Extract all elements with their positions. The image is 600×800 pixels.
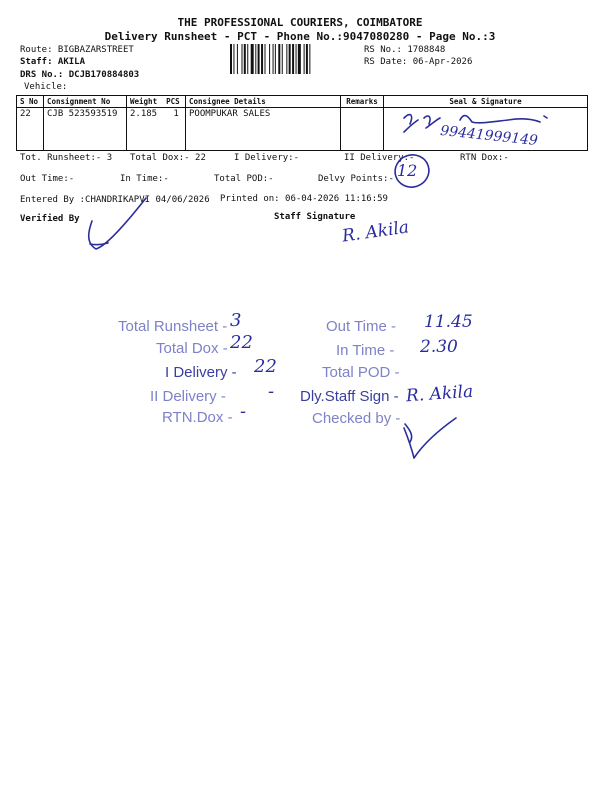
table-header-row [17, 96, 588, 108]
out-time: Out Time:- [20, 174, 75, 184]
in-time: In Time:- [120, 174, 169, 184]
route-label: Route: BIGBAZARSTREET [20, 45, 134, 55]
stamp-total-runsheet: Total Runsheet - [118, 318, 228, 335]
verified-check-underline [90, 243, 108, 245]
staff-signature-label: Staff Signature [274, 212, 356, 222]
total-pod: Total POD:- [214, 174, 274, 184]
runsheet-title: Delivery Runsheet - PCT - Phone No.:9047080280 - Page No.:3 [104, 30, 496, 43]
vehicle-label: Vehicle: [24, 82, 68, 92]
stamp-total-dox: Total Dox - [156, 340, 228, 357]
receiver-phone-handwritten: 99441999149 [439, 122, 539, 150]
col-seal-signature: Seal & Signature [384, 96, 588, 108]
staff-signature-handwritten: R. Akila [340, 217, 411, 247]
cell-weight-pcs: 2.185 1 [127, 108, 186, 151]
col-consignment: Consignment No [44, 96, 127, 108]
hw-dly-staff-sign: R. Akila [405, 381, 474, 407]
hw-total-runsheet: 3 [230, 310, 242, 331]
drs-number: DRS No.: DCJB170884803 [20, 70, 140, 80]
i-delivery: I Delivery:- [234, 153, 300, 163]
cell-consignee: POOMPUKAR SALES [186, 108, 341, 151]
delvy-points: Delvy Points:- [318, 174, 394, 184]
printed-on: Printed on: 06-04-2026 11:16:59 [220, 194, 388, 204]
col-remarks: Remarks [341, 96, 384, 108]
company-name: THE PROFESSIONAL COURIERS, COIMBATORE [177, 16, 423, 29]
hw-rtn-dox: - [240, 401, 247, 422]
total-dox: Total Dox:- 22 [130, 153, 206, 163]
cell-sno: 22 [17, 108, 44, 151]
hw-ii-delivery: - [268, 381, 275, 402]
ii-delivery: II Delivery:- [344, 153, 415, 163]
hw-in-time: 2.30 [420, 337, 458, 357]
col-sno: S No [17, 96, 44, 108]
cell-remarks [341, 108, 384, 151]
stamp-i-delivery: I Delivery - [165, 364, 237, 381]
stamp-ii-delivery: II Delivery - [150, 388, 226, 405]
stamp-rtn-dox: RTN.Dox - [162, 409, 233, 426]
entered-by: Entered By :CHANDRIKAPVI 04/06/2026 [20, 195, 210, 205]
consignment-table [16, 95, 588, 151]
hw-i-delivery: 22 [254, 356, 277, 377]
table-row [17, 108, 588, 151]
col-weight-pcs: Weight PCS [127, 96, 186, 108]
verified-by: Verified By [20, 214, 80, 224]
rtn-dox: RTN Dox:- [460, 153, 509, 163]
staff-label: Staff: AKILA [20, 57, 86, 67]
delvy-points-handwritten: 12 [397, 161, 418, 180]
tot-runsheet: Tot. Runsheet:- 3 [20, 153, 113, 163]
col-consignee: Consignee Details [186, 96, 341, 108]
stamp-in-time: In Time - [336, 342, 395, 359]
checked-by-scribble [405, 424, 412, 442]
stamp-total-pod: Total POD - [322, 364, 400, 381]
verified-check-mark [89, 198, 146, 249]
checked-by-check-mark [404, 418, 456, 458]
rs-date: RS Date: 06-Apr-2026 [364, 57, 473, 67]
barcode-image [230, 44, 358, 74]
hw-out-time: 11.45 [424, 312, 473, 332]
cell-seal-signature [384, 108, 588, 151]
stamp-checked-by: Checked by - [312, 410, 401, 427]
stamp-out-time: Out Time - [326, 318, 397, 335]
rs-number: RS No.: 1708848 [364, 45, 446, 55]
hw-total-dox: 22 [230, 332, 253, 353]
cell-consignment: CJB 523593519 [44, 108, 127, 151]
stamp-dly-staff-sign: Dly.Staff Sign - [300, 388, 399, 405]
